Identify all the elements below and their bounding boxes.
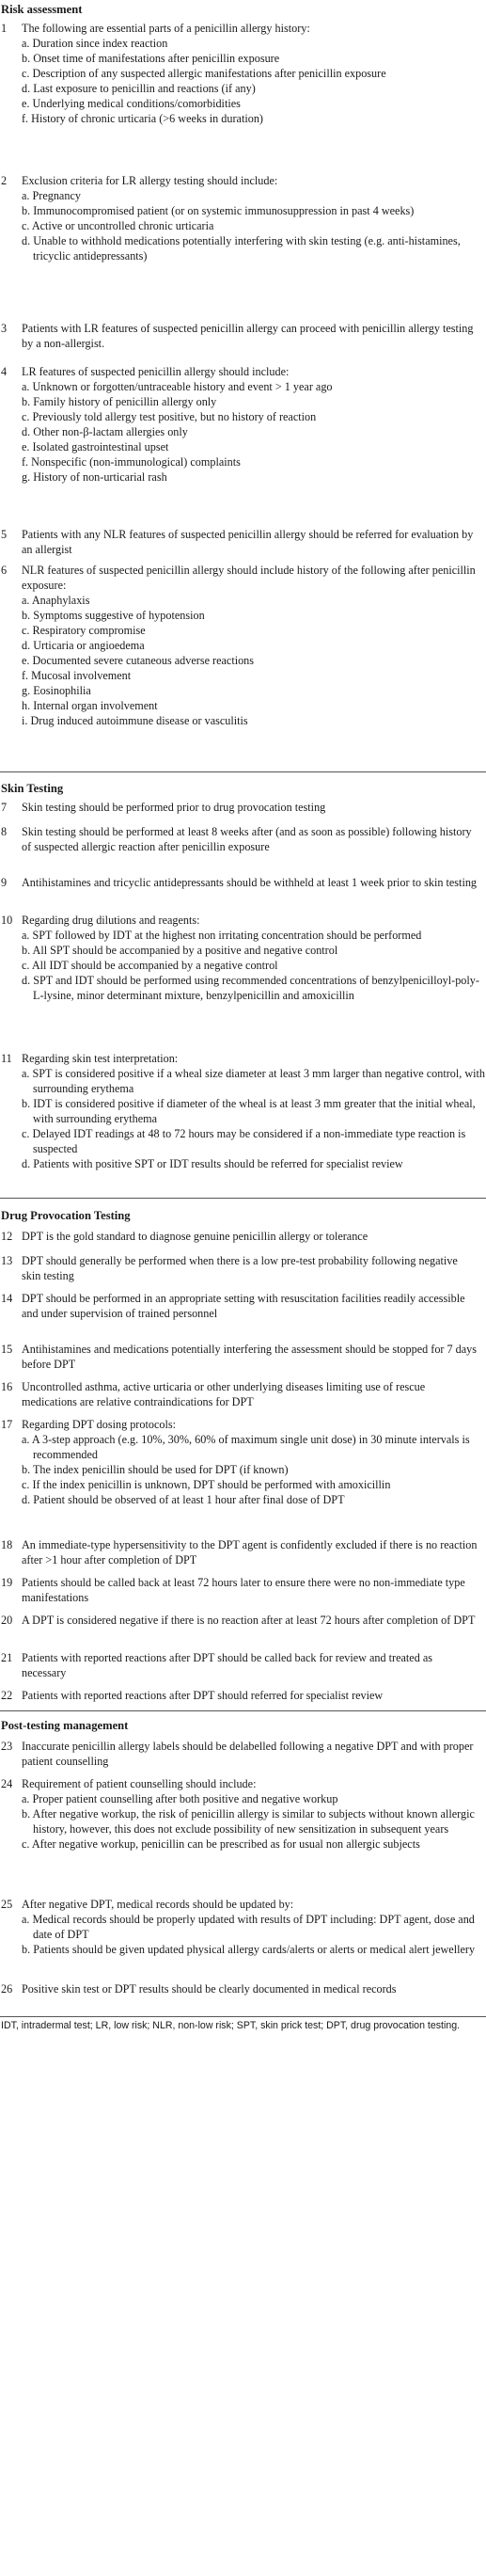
sub-item: g. Eosinophilia <box>22 684 91 697</box>
statement-text: Skin testing should be performed at least 8 weeks after (and as soon as possible) following history of suspected allergic reaction after penicillin exposure <box>22 825 472 853</box>
statement-item <box>1 527 478 557</box>
sub-item: a. SPT is considered positive if a wheal size diameter at least 3 mm larger than negative control, with surrounding erythema <box>22 1067 486 1095</box>
statement-text: Positive skin test or DPT results should be clearly documented in medical records <box>22 1982 397 1996</box>
statement-item <box>1 1417 478 1507</box>
sub-item: d. Patient should be observed of at least 1 hour after final dose of DPT <box>22 1493 345 1506</box>
statement-number: 3 <box>1 322 8 335</box>
statement-text: An immediate-type hypersensitivity to the DPT agent is confidently excluded if there is no reaction after >1 hour after completion of DPT <box>22 1538 478 1566</box>
statement-text: Exclusion criteria for LR allergy testing should include: <box>22 174 278 187</box>
statement-text: Regarding skin test interpretation: <box>22 1052 179 1065</box>
sub-item: b. IDT is considered positive if diameter of the wheal is at least 3 mm greater that the initial wheal, with surrounding erythema <box>22 1097 476 1125</box>
sub-item: c. Delayed IDT readings at 48 to 72 hours may be considered if a non-immediate type reaction is suspected <box>22 1127 466 1155</box>
statement-number: 19 <box>1 1576 13 1589</box>
statement-item <box>1 1229 478 1244</box>
statement-number: 22 <box>1 1689 13 1702</box>
statement-number: 4 <box>1 365 8 378</box>
statement-item <box>1 1613 478 1628</box>
statement-text: After negative DPT, medical records should be updated by: <box>22 1898 294 1911</box>
sub-item: b. Patients should be given updated physical allergy cards/alerts or alerts or medical alert jewellery <box>22 1943 476 1956</box>
statement-text: DPT is the gold standard to diagnose genuine penicillin allergy or tolerance <box>22 1230 368 1243</box>
statement-number: 12 <box>1 1230 13 1243</box>
statement-text: LR features of suspected penicillin allergy should include: <box>22 365 290 378</box>
sub-item: c. Description of any suspected allergic manifestations after penicillin exposure <box>22 67 386 80</box>
sub-item: b. All SPT should be accompanied by a positive and negative control <box>22 944 338 957</box>
statement-text: Antihistamines and medications potentially interfering the assessment should be stopped for 7 days before DPT <box>22 1343 478 1371</box>
sub-item: a. Anaphylaxis <box>22 594 90 607</box>
statement-item <box>1 1897 478 1957</box>
statement-item <box>1 563 478 728</box>
sub-item: d. SPT and IDT should be performed using recommended concentrations of benzylpenicilloyl-poly-L-lysine, minor determinant mixture, benzylpenicillin and amoxicillin <box>22 974 479 1002</box>
statement-text: Patients with any NLR features of suspected penicillin allergy should be referred for evaluation by an allergist <box>22 528 474 556</box>
sub-item: e. Isolated gastrointestinal upset <box>22 440 169 453</box>
statement-item <box>1 1739 478 1769</box>
sub-item: f. History of chronic urticaria (>6 weeks in duration) <box>22 112 263 125</box>
statement-text: Regarding drug dilutions and reagents: <box>22 914 200 927</box>
statement-text: Skin testing should be performed prior to drug provocation testing <box>22 801 326 814</box>
statement-number: 6 <box>1 564 8 577</box>
statement-item <box>1 1776 478 1852</box>
statement-item <box>1 1981 478 1996</box>
sub-item: c. If the index penicillin is unknown, DPT should be performed with amoxicillin <box>22 1478 391 1491</box>
statement-item <box>1 1342 478 1372</box>
statement-number: 25 <box>1 1898 13 1911</box>
statement-text: NLR features of suspected penicillin allergy should include history of the following after penicillin exposure: <box>22 564 476 592</box>
section-title: Risk assessment <box>1 3 83 16</box>
statement-text: Patients should be called back at least 72 hours later to ensure there were no non-immediate type manifestations <box>22 1576 465 1604</box>
sub-item: b. Onset time of manifestations after penicillin exposure <box>22 52 280 65</box>
statement-text: Inaccurate penicillin allergy labels should be delabelled following a negative DPT and with proper patient counselling <box>22 1740 474 1768</box>
sub-item: d. Urticaria or angioedema <box>22 639 145 652</box>
statement-number: 17 <box>1 1418 13 1431</box>
sub-item: d. Patients with positive SPT or IDT results should be referred for specialist review <box>22 1157 403 1170</box>
statement-number: 7 <box>1 801 8 814</box>
statement-text: Patients with LR features of suspected penicillin allergy can proceed with penicillin allergy testing by a non-allergist. <box>22 322 474 350</box>
statement-item <box>1 1537 478 1567</box>
statement-number: 2 <box>1 174 8 187</box>
statement-text: Patients with reported reactions after DPT should referred for specialist review <box>22 1689 384 1702</box>
section-divider <box>0 1198 486 1199</box>
statement-text: The following are essential parts of a penicillin allergy history: <box>22 22 310 35</box>
sub-item: g. History of non-urticarial rash <box>22 470 167 484</box>
sub-item: d. Last exposure to penicillin and reactions (if any) <box>22 82 256 95</box>
statement-item <box>1 21 478 126</box>
sub-item: i. Drug induced autoimmune disease or vasculitis <box>22 714 248 727</box>
statement-text: Regarding DPT dosing protocols: <box>22 1418 176 1431</box>
sub-item: d. Other non-β-lactam allergies only <box>22 425 188 438</box>
section-title: Post-testing management <box>1 1719 129 1732</box>
footnote-divider <box>0 2016 486 2017</box>
sub-item: e. Underlying medical conditions/comorbidities <box>22 97 241 110</box>
statement-number: 15 <box>1 1343 13 1356</box>
statement-number: 18 <box>1 1538 13 1551</box>
section-title: Skin Testing <box>1 782 64 795</box>
statement-item <box>1 1291 478 1321</box>
statement-number: 9 <box>1 876 8 889</box>
statement-number: 8 <box>1 825 8 838</box>
statement-item <box>1 1688 478 1703</box>
sub-item: b. After negative workup, the risk of penicillin allergy is similar to subjects without known allergic history, however, this does not exclude possibility of new sensitization in subsequent years <box>22 1807 475 1836</box>
statement-item <box>1 364 478 485</box>
sub-item: a. Pregnancy <box>22 189 81 202</box>
statement-item <box>1 1051 486 1171</box>
statement-number: 26 <box>1 1982 13 1996</box>
statement-number: 16 <box>1 1380 13 1393</box>
sub-item: b. Symptoms suggestive of hypotension <box>22 609 205 622</box>
statement-text: Uncontrolled asthma, active urticaria or other underlying diseases limiting use of rescue medications are relative contraindications for DPT <box>22 1380 426 1408</box>
statement-item <box>1 800 478 815</box>
statement-text: A DPT is considered negative if there is no reaction after at least 72 hours after completion of DPT <box>22 1614 476 1627</box>
statement-number: 10 <box>1 914 13 927</box>
statement-text: DPT should generally be performed when there is a low pre-test probability following negative skin testing <box>22 1254 458 1282</box>
statement-number: 21 <box>1 1651 13 1664</box>
section-divider <box>0 1710 486 1711</box>
sub-item: d. Unable to withhold medications potentially interfering with skin testing (e.g. anti-histamines, tricyclic antidepressants) <box>22 234 461 262</box>
sub-item: f. Mucosal involvement <box>22 669 132 682</box>
statement-item <box>1 1253 478 1283</box>
statement-item <box>1 824 478 854</box>
statement-text: Patients with reported reactions after DPT should be called back for review and treated as necessary <box>22 1651 433 1679</box>
statement-text: Antihistamines and tricyclic antidepressants should be withheld at least 1 week prior to skin testing <box>22 876 478 889</box>
section-title: Drug Provocation Testing <box>1 1209 131 1222</box>
sub-item: c. Respiratory compromise <box>22 624 146 637</box>
section-divider <box>0 771 486 772</box>
statement-text: DPT should be performed in an appropriate setting with resuscitation facilities readily accessible and under supervision of trained personnel <box>22 1292 465 1320</box>
sub-item: b. The index penicillin should be used for DPT (if known) <box>22 1463 289 1476</box>
statement-number: 11 <box>1 1052 12 1065</box>
sub-item: e. Documented severe cutaneous adverse reactions <box>22 654 255 667</box>
sub-item: c. Previously told allergy test positive, but no history of reaction <box>22 410 317 423</box>
statement-number: 23 <box>1 1740 13 1753</box>
sub-item: c. After negative workup, penicillin can be prescribed as for usual non allergic subjects <box>22 1837 420 1851</box>
statement-item <box>1 875 478 890</box>
statement-item <box>1 321 478 351</box>
sub-item: a. Medical records should be properly updated with results of DPT including: DPT agent, dose and date of DPT <box>22 1913 475 1941</box>
statement-item <box>1 173 478 263</box>
statement-number: 20 <box>1 1614 13 1627</box>
statement-text: Requirement of patient counselling should include: <box>22 1777 257 1790</box>
statement-number: 5 <box>1 528 8 541</box>
statement-item <box>1 913 478 1003</box>
statement-item <box>1 1379 478 1409</box>
sub-item: b. Family history of penicillin allergy only <box>22 395 217 408</box>
sub-item: b. Immunocompromised patient (or on systemic immunosuppression in past 4 weeks) <box>22 204 415 217</box>
sub-item: a. A 3-step approach (e.g. 10%, 30%, 60% of maximum single unit dose) in 30 minute intervals is recommended <box>22 1433 470 1461</box>
sub-item: h. Internal organ involvement <box>22 699 158 712</box>
sub-item: c. Active or uncontrolled chronic urticaria <box>22 219 214 232</box>
sub-item: c. All IDT should be accompanied by a negative control <box>22 959 278 972</box>
sub-item: a. Proper patient counselling after both positive and negative workup <box>22 1792 338 1805</box>
table-footnote: IDT, intradermal test; LR, low risk; NLR, non-low risk; SPT, skin prick test; DPT, drug provocation testing. <box>1 2020 461 2031</box>
statement-item <box>1 1650 478 1680</box>
statement-number: 1 <box>1 22 8 35</box>
sub-item: a. SPT followed by IDT at the highest non irritating concentration should be performed <box>22 929 422 942</box>
statement-number: 13 <box>1 1254 13 1267</box>
sub-item: a. Duration since index reaction <box>22 37 168 50</box>
sub-item: f. Nonspecific (non-immunological) complaints <box>22 455 241 469</box>
statement-item <box>1 1575 478 1605</box>
statement-number: 24 <box>1 1777 13 1790</box>
statement-number: 14 <box>1 1292 13 1305</box>
sub-item: a. Unknown or forgotten/untraceable history and event > 1 year ago <box>22 380 333 393</box>
